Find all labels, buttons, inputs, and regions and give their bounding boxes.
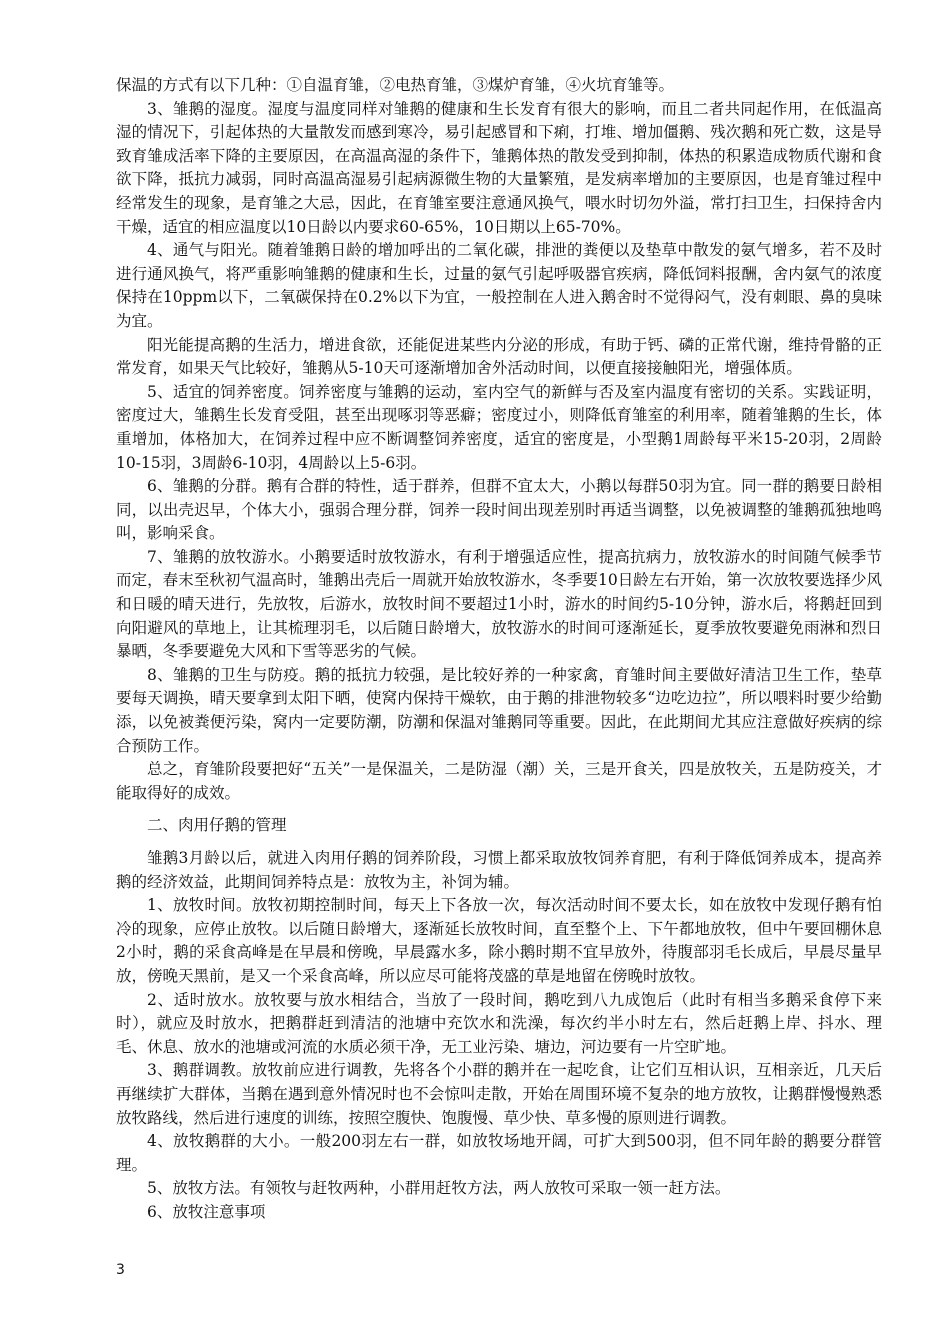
paragraph: 6、放牧注意事项: [147, 1202, 266, 1221]
paragraph: 保温的方式有以下几种：①自温育雏，②电热育雏，③煤炉育雏，④火坑育雏等。: [116, 76, 675, 94]
paragraph: 6、雏鹅的分群。鹅有合群的特性，适于群养，但群不宜太大，小鹅以每群50羽为宜。同一群的鹅要日龄相同，以出壳迟早，个体大小，强弱合理分群，饲养一段时间出现差别时再适当调整，以免被调整的雏鹅孤独地鸣叫，影响采食。: [116, 477, 882, 543]
document-body: [116, 74, 882, 1225]
paragraph: 雏鹅3月龄以后，就进入肉用仔鹅的饲养阶段，习惯上都采取放牧饲养育肥，有利于降低饲养成本，提高养鹅的经济效益，此期间饲养特点是：放牧为主，补饲为辅。: [116, 849, 882, 891]
paragraph: 1、放牧时间。放牧初期控制时间，每天上下各放一次，每次活动时间不要太长，如在放牧中发现仔鹅有怕冷的现象，应停止放牧。以后随日龄增大，逐渐延长放牧时间，直至整个上、下午都地放牧，但中午要回棚休息2小时，鹅的采食高峰是在早晨和傍晚，早晨露水多，除小鹅时期不宜早放外，待腹部羽毛长成后，早晨尽量早放，傍晚天黑前，是又一个采食高峰，所以应尽可能将茂盛的草是地留在傍晚时放牧。: [116, 896, 882, 985]
section-heading: 二、肉用仔鹅的管理: [147, 816, 287, 835]
paragraph: 7、雏鹅的放牧游水。小鹅要适时放牧游水，有利于增强适应性，提高抗病力，放牧游水的时间随气候季节而定，春末至秋初气温高时，雏鹅出壳后一周就开始放牧游水，冬季要10日龄左右开始，第一次放牧要选择少风和日暖的晴天进行，先放牧，后游水，放牧时间不要超过1小时，游水的时间约5-10分钟，游水后，将鹅赶回到向阳避风的草地上，让其梳理羽毛，以后随日龄增大，放牧游水的时间可逐渐延长，夏季放牧要避免雨淋和烈日暴晒，冬季要避免大风和下雪等恶劣的气候。: [116, 547, 882, 661]
paragraph: 3、雏鹅的湿度。湿度与温度同样对雏鹅的健康和生长发育有很大的影响，而且二者共同起作用，在低温高湿的情况下，引起体热的大量散发而感到寒冷，易引起感冒和下痢，打堆、增加僵鹅、残次鹅和死亡数，这是导致育雏成活率下降的主要原因，在高温高湿的条件下，雏鹅体热的散发受到抑制，体热的积累造成物质代谢和食欲下降，抵抗力减弱，同时高温高湿易引起病源微生物的大量繁殖，是发病率增加的主要原因，也是育雏过程中经常发生的现象，是育雏之大忌，因此，在育雏室要注意通风换气，喂水时切勿外溢，常打扫卫生，扫保持舍内干燥，适宜的相应温度以10日龄以内要求60-65%，10日期以上65-70%。: [116, 99, 882, 236]
paragraph: 5、适宜的饲养密度。饲养密度与雏鹅的运动，室内空气的新鲜与否及室内温度有密切的关系。实践证明，密度过大，雏鹅生长发育受阻，甚至出现啄羽等恶癖；密度过小，则降低育雏室的利用率，随着雏鹅的生长，体重增加，体格加大，在饲养过程中应不断调整饲养密度，适宜的密度是，小型鹅1周龄每平米15-20羽，2周龄10-15羽，3周龄6-10羽，4周龄以上5-6羽。: [116, 382, 882, 472]
paragraph: 阳光能提高鹅的生活力，增进食欲，还能促进某些内分泌的形成，有助于钙、磷的正常代谢，维持骨骼的正常发育，如果天气比较好，雏鹅从5-10天可逐渐增加舍外活动时间，以便直接接触阳光，增强体质。: [116, 335, 882, 378]
paragraph: 2、适时放水。放牧要与放水相结合，当放了一段时间，鹅吃到八九成饱后（此时有相当多鹅采食停下来时），就应及时放水，把鹅群赶到清洁的池塘中充饮水和洗澡，每次约半小时左右，然后赶鹅上岸、抖水、理毛、休息、放水的池塘或河流的水质必须干净，无工业污染、塘边，河边要有一片空旷地。: [116, 990, 882, 1056]
paragraph: 8、雏鹅的卫生与防疫。鹅的抵抗力较强，是比较好养的一种家禽，育雏时间主要做好清洁卫生工作，垫草要每天调换，晴天要拿到太阳下晒，使窝内保持干燥软，由于鹅的排泄物较多“边吃边拉”，所以喂料时要少给勤添，以免被粪便污染，窝内一定要防潮，防潮和保温对雏鹅同等重要。因此，在此期间尤其应注意做好疾病的综合预防工作。: [116, 665, 882, 755]
paragraph: 总之，育雏阶段要把好“五关”一是保温关，二是防湿（潮）关，三是开食关，四是放牧关，五是防疫关，才能取得好的成效。: [116, 760, 882, 802]
page-number: 3: [116, 1262, 125, 1278]
paragraph: 5、放牧方法。有领牧与赶牧两种，小群用赶牧方法，两人放牧可采取一领一赶方法。: [147, 1179, 731, 1198]
paragraph: 4、放牧鹅群的大小。一般200羽左右一群，如放牧场地开阔，可扩大到500羽，但不同年龄的鹅要分群管理。: [116, 1132, 882, 1174]
paragraph: 3、鹅群调教。放牧前应进行调教，先将各个小群的鹅并在一起吃食，让它们互相认识，互相亲近，几天后再继续扩大群体，当鹅在遇到意外情况时也不会惊叫走散，开始在周围环境不复杂的地方放牧，让鹅群慢慢熟悉放牧路线，然后进行速度的训练，按照空腹快、饱腹慢、草少快、草多慢的原则进行调教。: [116, 1061, 882, 1127]
paragraph: 4、通气与阳光。随着雏鹅日龄的增加呼出的二氧化碳，排泄的粪便以及垫草中散发的氨气增多，若不及时进行通风换气，将严重影响雏鹅的健康和生长，过量的氨气引起呼吸器官疾病，降低饲料报酬，舍内氨气的浓度保持在10ppm以下，二氧碳保持在0.2%以下为宜，一般控制在人进入鹅舍时不觉得闷气，没有刺眼、鼻的臭味为宜。: [116, 241, 882, 330]
